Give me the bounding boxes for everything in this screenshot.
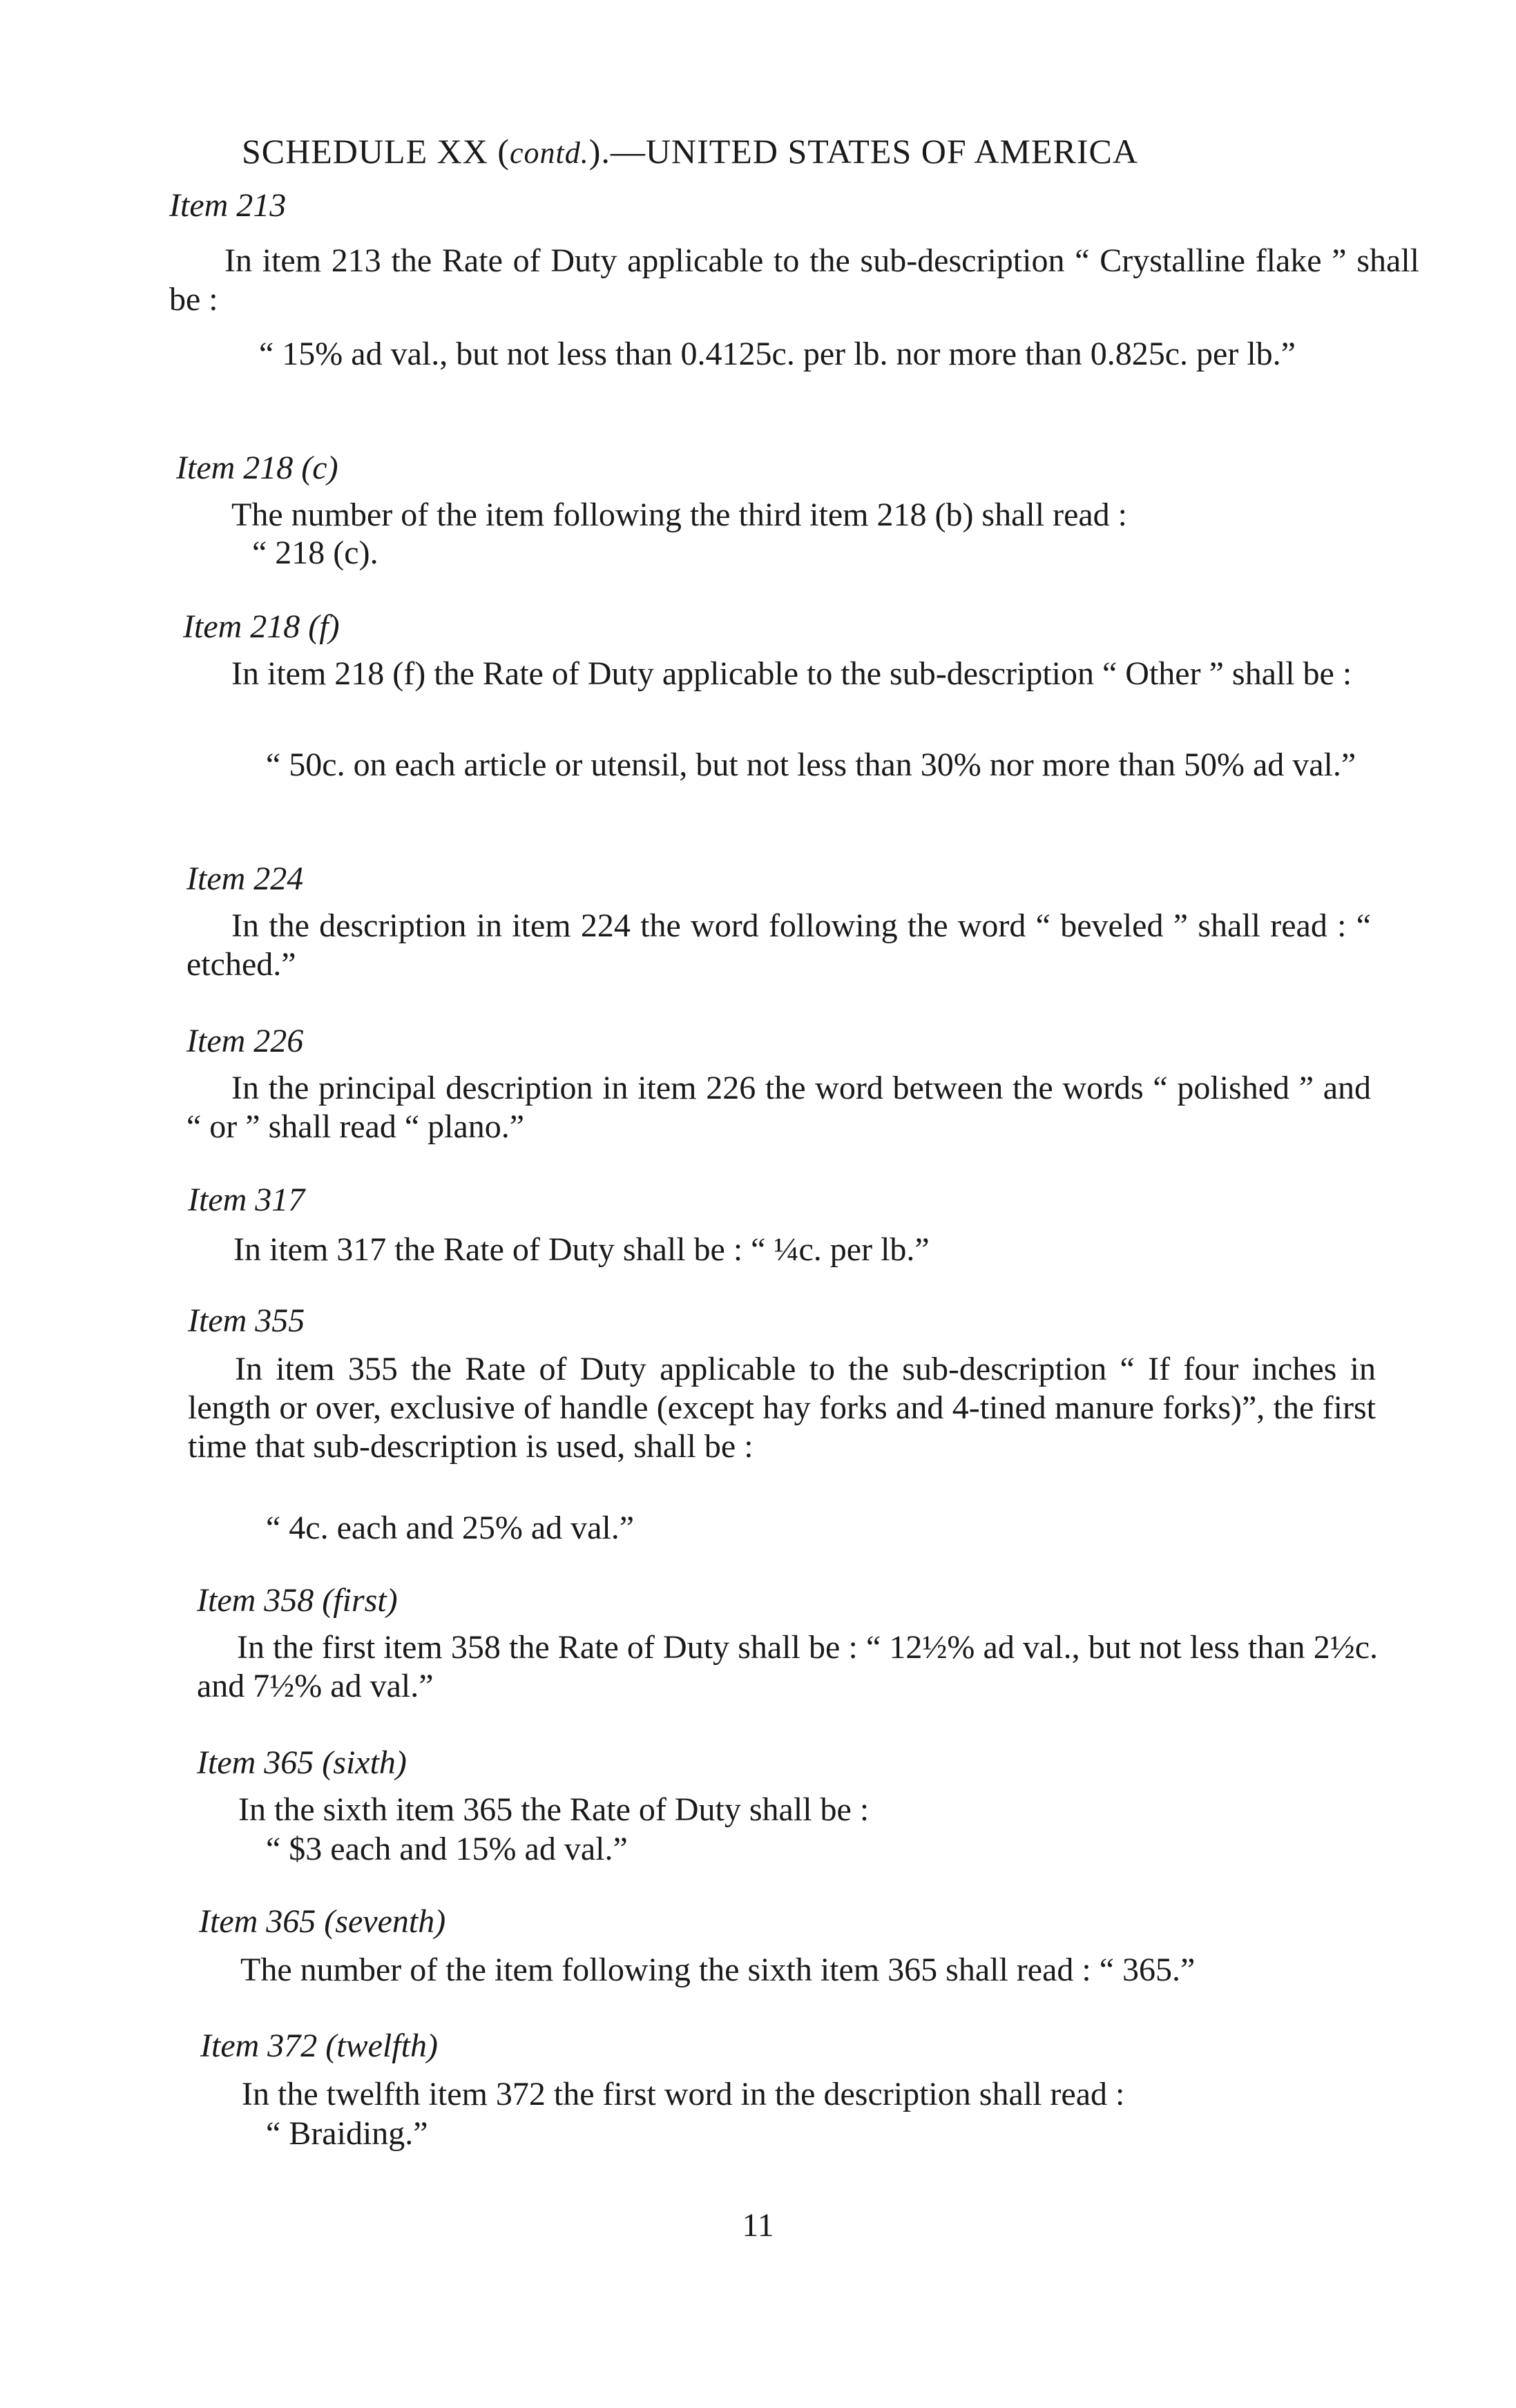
item-heading: Item 226 — [186, 1023, 304, 1059]
item-heading: Item 355 — [188, 1302, 305, 1339]
item-heading: Item 218 (f) — [183, 608, 340, 645]
item-text: In item 317 the Rate of Duty shall be : “ ¼c. per lb.” — [233, 1231, 930, 1268]
item-heading: Item 365 (sixth) — [197, 1744, 407, 1781]
item-heading: Item 218 (c) — [176, 450, 338, 486]
header-left: SCHEDULE XX ( — [242, 132, 510, 171]
item-text: In the twelfth item 372 the first word in the description shall read : — [242, 2076, 1125, 2112]
item-quote: “ $3 each and 15% ad val.” — [266, 1831, 628, 1867]
item-text: In the principal description in item 226 the word between the words “ polished ” and “ or ” shall read “ plano.” — [186, 1070, 1371, 1145]
item-heading: Item 213 — [169, 187, 287, 224]
page-header — [242, 131, 1319, 171]
item-heading: Item 372 (twelfth) — [200, 2027, 438, 2064]
header-right: ).—UNITED STATES OF AMERICA — [588, 132, 1138, 171]
item-heading: Item 317 — [188, 1182, 305, 1218]
page-number: 11 — [742, 2207, 774, 2244]
item-text: In item 355 the Rate of Duty applicable to the sub-description “ If four inches in length or over, exclusive of handle (except hay forks and 4-tined manure forks)”, the first time that sub-description is used, shall be : — [188, 1351, 1376, 1465]
item-heading: Item 224 — [186, 860, 304, 897]
item-quote: “ 4c. each and 25% ad val.” — [266, 1510, 635, 1546]
item-text: The number of the item following the third item 218 (b) shall read : — [231, 497, 1128, 533]
item-heading: Item 365 (seventh) — [199, 1903, 446, 1940]
item-text: In the description in item 224 the word following the word “ beveled ” shall read : “ etched.” — [186, 907, 1371, 983]
item-text: The number of the item following the sixth item 365 shall read : “ 365.” — [240, 1952, 1196, 1988]
item-text: In item 213 the Rate of Duty applicable to the sub-description “ Crystalline flake ” shall be : — [169, 242, 1419, 318]
item-quote: “ 15% ad val., but not less than 0.4125c. per lb. nor more than 0.825c. per lb.” — [259, 336, 1296, 372]
item-text: In the first item 358 the Rate of Duty shall be : “ 12½% ad val., but not less than 2½c. and 7½% ad val.” — [197, 1629, 1378, 1704]
item-text: In the sixth item 365 the Rate of Duty shall be : — [238, 1791, 870, 1828]
item-text: In item 218 (f) the Rate of Duty applicable to the sub-description “ Other ” shall be : — [231, 655, 1352, 692]
item-quote: “ 218 (c). — [252, 534, 378, 571]
header-contd: contd. — [509, 136, 589, 170]
item-quote: “ Braiding.” — [266, 2115, 428, 2152]
item-quote: “ 50c. on each article or utensil, but not less than 30% nor more than 50% ad val.” — [266, 747, 1356, 783]
item-heading: Item 358 (first) — [197, 1582, 398, 1619]
